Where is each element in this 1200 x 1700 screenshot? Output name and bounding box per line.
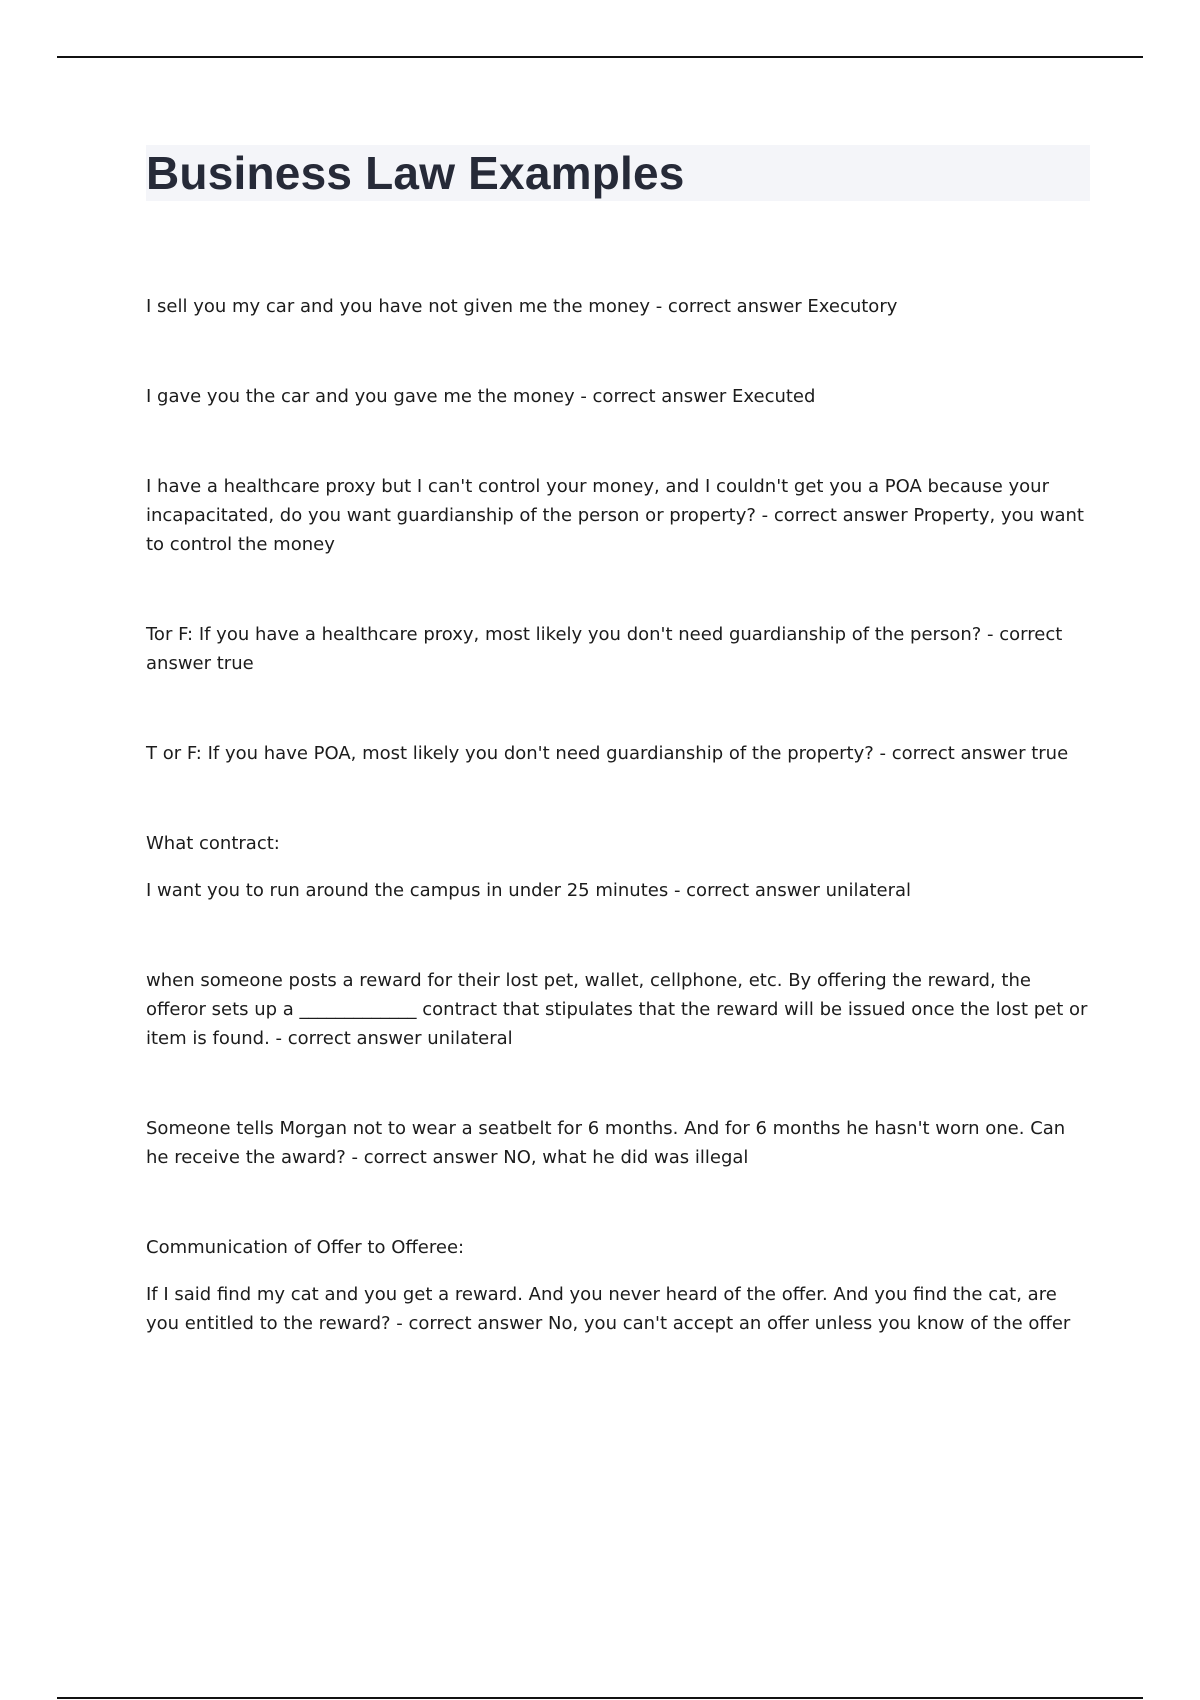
paragraph-find-cat: If I said find my cat and you get a reward. And you never heard of the offer. And you find the cat, are you entitled to the reward? - correct answer No, you can't accept an offer unless you know of the offer (146, 1284, 1071, 1334)
paragraph-executory: I sell you my car and you have not given me the money - correct answer Executory (146, 296, 898, 317)
bottom-rule (57, 1697, 1143, 1699)
paragraph-run-campus: I want you to run around the campus in under 25 minutes - correct answer unilateral (146, 880, 912, 901)
section-label-what-contract: What contract: (146, 833, 280, 854)
paragraph-executed: I gave you the car and you gave me the money - correct answer Executed (146, 386, 816, 407)
paragraph-seatbelt: Someone tells Morgan not to wear a seatbelt for 6 months. And for 6 months he hasn't worn one. Can he receive the award? - correct answer NO, what he did was illegal (146, 1118, 1066, 1168)
document-body (146, 292, 1090, 1338)
paragraph-tf-healthcare-proxy: Tor F: If you have a healthcare proxy, most likely you don't need guardianship of the person? - correct answer true (146, 624, 1063, 674)
paragraph-lost-pet-reward: when someone posts a reward for their lost pet, wallet, cellphone, etc. By offering the reward, the offeror sets up a _____________ contract that stipulates that the reward will be issued once the lost pet or item is found. - correct answer unilateral (146, 970, 1088, 1049)
section-label-communication-offer: Communication of Offer to Offeree: (146, 1237, 465, 1258)
top-rule (57, 56, 1143, 58)
document-title: Business Law Examples (146, 147, 685, 199)
paragraph-tf-poa: T or F: If you have POA, most likely you don't need guardianship of the property? - correct answer true (146, 743, 1069, 764)
paragraph-guardianship-property: I have a healthcare proxy but I can't control your money, and I couldn't get you a POA because your incapacitated, do you want guardianship of the person or property? - correct answer Property, you want to control the money (146, 476, 1084, 555)
